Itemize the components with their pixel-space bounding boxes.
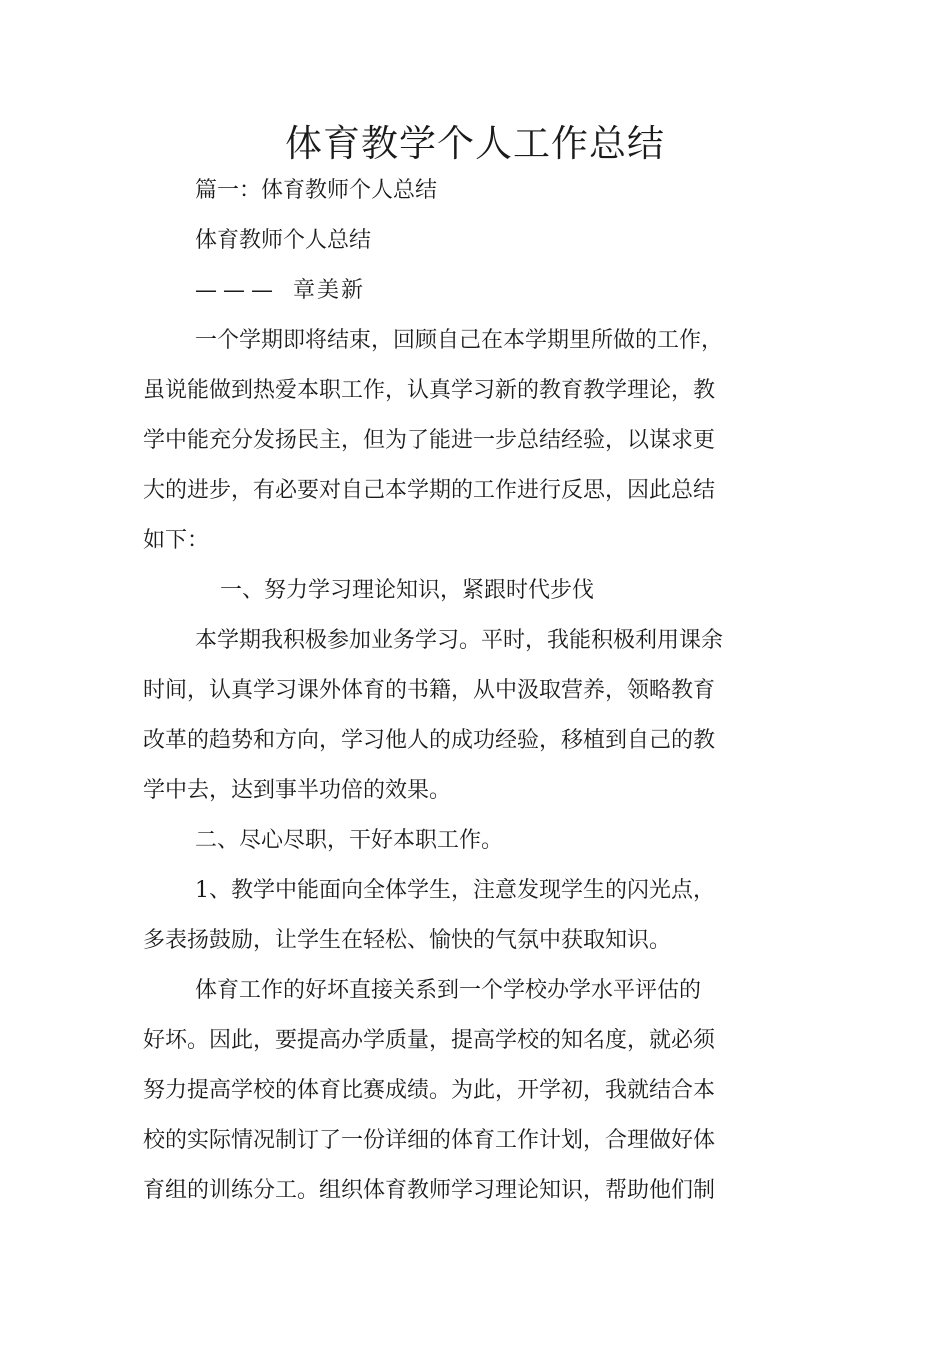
paragraph-line: 虽说能做到热爱本职工作，认真学习新的教育教学理论，教: [143, 378, 716, 403]
paragraph-line: 多表扬鼓励，让学生在轻松、愉快的气氛中获取知识。: [143, 928, 672, 953]
signature-author: 章美新: [293, 278, 366, 303]
document-title: 体育教学个人工作总结: [285, 122, 665, 165]
paragraph-line: 努力提高学校的体育比赛成绩。为此，开学初，我就结合本: [143, 1078, 716, 1103]
paragraph-line: 改革的趋势和方向，学习他人的成功经验，移植到自己的教: [143, 728, 716, 753]
paragraph-line: 学中能充分发扬民主，但为了能进一步总结经验，以谋求更: [143, 428, 716, 453]
section-heading: 体育教师个人总结: [195, 228, 372, 253]
paragraph-line: 校的实际情况制订了一份详细的体育工作计划，合理做好体: [143, 1128, 716, 1153]
paragraph-line: 育组的训练分工。组织体育教师学习理论知识，帮助他们制: [143, 1178, 716, 1203]
paragraph-line: 好坏。因此，要提高办学质量，提高学校的知名度，就必须: [143, 1028, 716, 1053]
paragraph-line: 体育工作的好坏直接关系到一个学校办学水平评估的: [195, 978, 702, 1003]
paragraph-line: 时间，认真学习课外体育的书籍，从中汲取营养，领略教育: [143, 678, 716, 703]
paragraph-line: 一个学期即将结束，回顾自己在本学期里所做的工作，: [195, 328, 724, 353]
paragraph-line: 大的进步，有必要对自己本学期的工作进行反思，因此总结: [143, 478, 716, 503]
paragraph-line: 1、教学中能面向全体学生，注意发现学生的闪光点，: [195, 878, 715, 903]
paragraph-line: 本学期我积极参加业务学习。平时，我能积极利用课余: [195, 628, 724, 653]
paragraph-line: 如下：: [143, 528, 210, 553]
subtitle: 篇一：体育教师个人总结: [195, 178, 438, 203]
section-heading-1: 一、努力学习理论知识，紧跟时代步伐: [220, 578, 595, 603]
section-heading-2: 二、尽心尽职，干好本职工作。: [195, 828, 504, 853]
signature-dash: ———: [195, 278, 279, 303]
signature-line: [195, 276, 365, 306]
paragraph-line: 学中去，达到事半功倍的效果。: [143, 778, 452, 803]
